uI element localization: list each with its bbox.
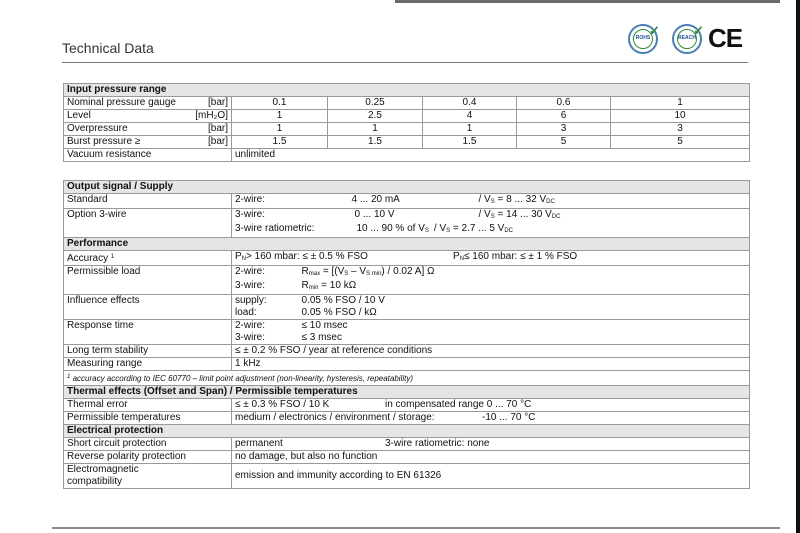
- cell-value: 3-wire ratiometric:: [232, 223, 299, 238]
- table-row: [64, 209, 750, 224]
- top-rule: [395, 0, 780, 3]
- cell-value: 0.05 % FSO / 10 V: [299, 295, 750, 308]
- cell-value: 1: [423, 123, 517, 136]
- row-label: Level: [67, 110, 91, 121]
- input-pressure-table: [63, 83, 750, 162]
- cell-value: 1: [611, 97, 750, 110]
- row-label: Option 3-wire: [64, 209, 232, 238]
- cell-value: ≤ ± 0.3 % FSO / 10 K: [235, 399, 330, 410]
- row-label: Short circuit protection: [64, 438, 232, 451]
- header-divider: [62, 62, 748, 63]
- cell-value: = 14 ... 30 V: [494, 209, 552, 220]
- cell-value: 1.5: [232, 136, 328, 149]
- table-row: [64, 371, 750, 386]
- row-label: Thermal error: [64, 399, 232, 412]
- table-row: [64, 266, 750, 281]
- cell-value: S: [344, 271, 349, 277]
- cell-value: 3-wire:: [232, 209, 299, 224]
- table-row: [64, 149, 750, 162]
- cell-value: max: [308, 271, 321, 277]
- table-row: [64, 97, 750, 110]
- cell-value: 3: [517, 123, 611, 136]
- row-label: Burst pressure ≥: [67, 136, 141, 147]
- cell-value: ) / 0.02 A] Ω: [381, 266, 435, 277]
- cell-value: ≤ 3 msec: [299, 332, 750, 345]
- row-label: Permissible temperatures: [64, 412, 232, 425]
- cell-value: 1: [328, 123, 423, 136]
- cell-value: R: [301, 266, 309, 277]
- cell-value: supply:: [232, 295, 299, 308]
- table-row: [64, 136, 750, 149]
- cell-value: / V: [478, 194, 491, 205]
- row-unit: [mH₂O]: [195, 110, 228, 121]
- footnote-marker: 1: [67, 374, 71, 380]
- section-header: Input pressure range: [64, 84, 750, 97]
- cell-value: 5: [611, 136, 750, 149]
- cell-value: ≤ ± 0.2 % FSO / year at reference conditions: [232, 345, 750, 358]
- row-label: compatibility: [67, 476, 123, 487]
- cell-value: – V: [348, 266, 367, 277]
- row-label: Long term stability: [64, 345, 232, 358]
- row-label: Accuracy: [67, 253, 109, 264]
- cell-value: 1: [232, 123, 328, 136]
- cell-value: load:: [232, 307, 299, 320]
- ce-mark-icon: CE: [708, 23, 743, 53]
- section-header: Output signal / Supply: [64, 181, 750, 194]
- cell-value: = 8 ... 32 V: [494, 194, 547, 205]
- cell-value: 1: [232, 110, 328, 123]
- row-label: Measuring range: [64, 358, 232, 371]
- cell-value: 0 ... 10 V: [354, 209, 395, 220]
- cell-value: > 160 mbar: ≤ ± 0.5 % FSO: [246, 251, 368, 262]
- cell-value: no damage, but also no function: [232, 451, 750, 464]
- section-header: Electrical protection: [64, 425, 750, 438]
- cell-value: 2-wire:: [232, 266, 299, 281]
- cell-value: ≤ 10 msec: [299, 320, 750, 333]
- cell-value: N: [241, 256, 247, 262]
- section-header: Performance: [64, 238, 750, 251]
- cell-value: = [(V: [320, 266, 345, 277]
- table-row: [64, 194, 750, 209]
- cell-value: 3-wire ratiometric: none: [385, 438, 490, 449]
- cell-value: 4: [423, 110, 517, 123]
- cell-value: emission and immunity according to EN 61326: [232, 464, 750, 489]
- table-row: [64, 358, 750, 371]
- cell-value: 6: [517, 110, 611, 123]
- row-label: Permissible load: [64, 266, 232, 295]
- cell-value: = 10 kΩ: [318, 280, 357, 291]
- cell-value: -10 ... 70 °C: [482, 412, 536, 423]
- table-row: [64, 123, 750, 136]
- table-row: [64, 320, 750, 333]
- cell-value: N: [459, 256, 465, 262]
- cell-value: medium / electronics / environment / storage:: [235, 412, 435, 423]
- cell-value: = 2.7 ... 5 V: [450, 223, 505, 234]
- row-label: Electromagnetic: [67, 464, 139, 475]
- table-row: [64, 345, 750, 358]
- table-row: [64, 110, 750, 123]
- table-row: [64, 399, 750, 412]
- row-unit: [bar]: [207, 136, 228, 147]
- cell-value: DC: [504, 228, 514, 234]
- cell-value: / V: [433, 223, 447, 234]
- table-row: [64, 295, 750, 308]
- cell-value: 2.5: [328, 110, 423, 123]
- cell-value: 0.4: [423, 97, 517, 110]
- cell-value: unlimited: [232, 149, 750, 162]
- cell-value: 10: [611, 110, 750, 123]
- row-label: Nominal pressure gauge: [67, 97, 176, 108]
- cell-value: DC: [546, 199, 555, 205]
- table-row: [64, 412, 750, 425]
- table-row: [64, 438, 750, 451]
- footer-divider: [52, 527, 780, 529]
- cell-value: 2-wire:: [232, 194, 299, 209]
- cell-value: 3-wire:: [232, 280, 299, 295]
- table-row: [64, 451, 750, 464]
- cell-value: 2-wire:: [232, 320, 299, 333]
- footnote-text: accuracy according to IEC 60770 – limit point adjustment (non-linearity, hysteresis, repeatability): [70, 374, 414, 383]
- cell-value: in compensated range 0 ... 70 °C: [385, 399, 532, 410]
- cell-value: S: [490, 199, 495, 205]
- cell-value: 1 kHz: [232, 358, 750, 371]
- row-unit: [bar]: [207, 97, 228, 108]
- cell-value: 5: [517, 136, 611, 149]
- cell-value: S: [446, 228, 451, 234]
- row-label: Response time: [64, 320, 232, 345]
- cell-value: min: [308, 285, 319, 291]
- row-label: Standard: [64, 194, 232, 209]
- cell-value: P: [235, 251, 242, 262]
- row-label: Influence effects: [64, 295, 232, 320]
- cell-value: S min: [366, 271, 382, 277]
- cell-value: 3-wire:: [232, 332, 299, 345]
- cell-value: permanent: [235, 438, 283, 449]
- cell-value: 1.5: [423, 136, 517, 149]
- footnote-marker: 1: [110, 254, 115, 260]
- cell-value: ≤ 160 mbar: ≤ ± 1 % FSO: [464, 251, 578, 262]
- page-title: Technical Data: [62, 40, 154, 56]
- table-row: [64, 251, 750, 266]
- row-label: Vacuum resistance: [64, 149, 232, 162]
- cell-value: S: [424, 228, 429, 234]
- cell-value: 1.5: [328, 136, 423, 149]
- cell-value: 10 ... 90 % of V: [356, 223, 425, 234]
- table-row: [64, 464, 750, 489]
- cell-value: 0.05 % FSO / kΩ: [299, 307, 750, 320]
- cell-value: 3: [611, 123, 750, 136]
- reach-badge-icon: REACH ✓: [672, 24, 702, 54]
- cell-value: 0.25: [328, 97, 423, 110]
- cell-value: DC: [551, 214, 561, 220]
- section-header: Thermal effects (Offset and Span) / Permissible temperatures: [64, 386, 750, 399]
- specifications-table: [63, 180, 750, 489]
- cell-value: R: [301, 280, 309, 291]
- cell-value: 0.1: [232, 97, 328, 110]
- page-edge: [796, 0, 800, 533]
- row-unit: [bar]: [207, 123, 228, 134]
- cell-value: / V: [478, 209, 491, 220]
- cell-value: 4 ... 20 mA: [351, 194, 400, 205]
- row-label: Overpressure: [67, 123, 128, 134]
- cell-value: S: [490, 214, 495, 220]
- cell-value: P: [453, 251, 460, 262]
- rohs-badge-icon: ROHS ✓: [628, 24, 658, 54]
- cell-value: 0.6: [517, 97, 611, 110]
- row-label: Reverse polarity protection: [64, 451, 232, 464]
